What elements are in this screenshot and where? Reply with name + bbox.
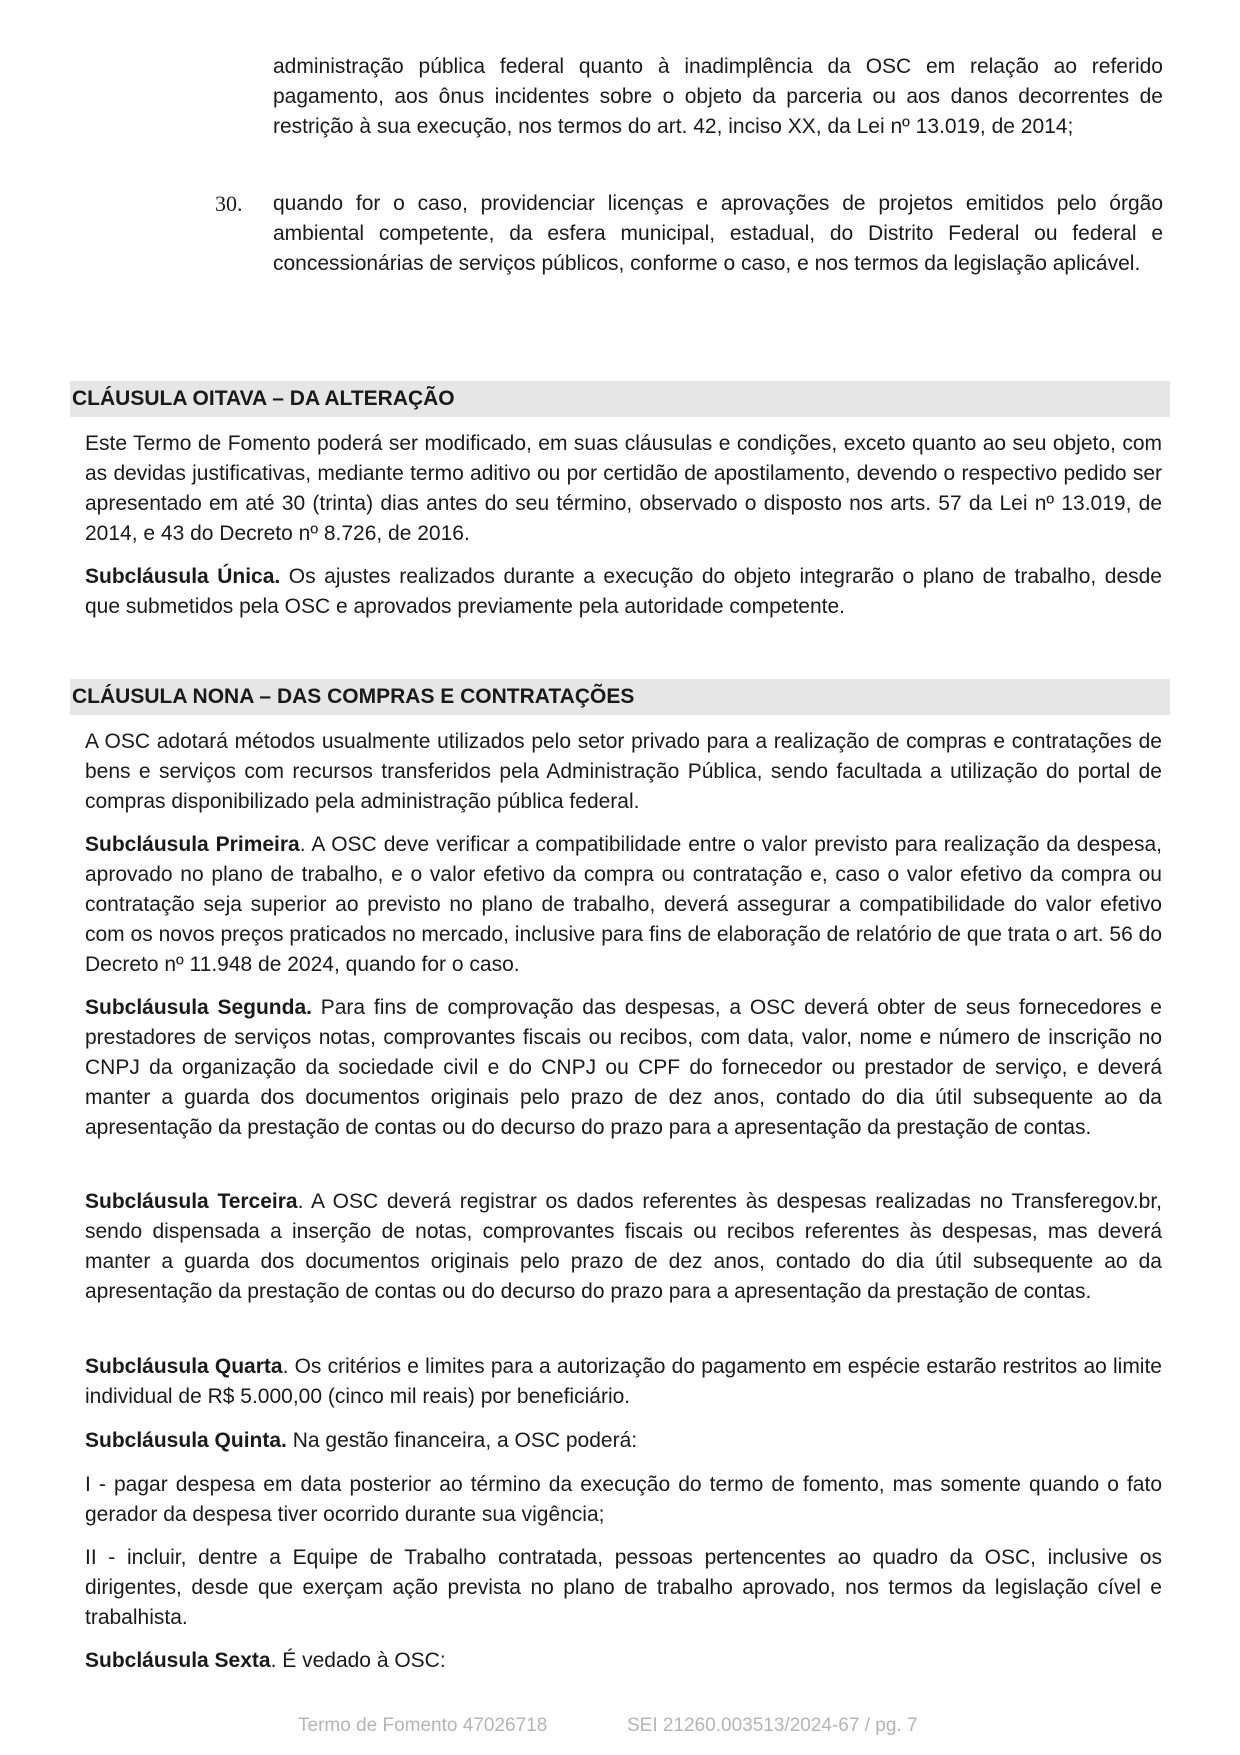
subclause-text: . A OSC deve verificar a compatibilidade entre o valor previsto para realização da despesa, aprovado no plano de trabalho, e o valor efetivo da compra ou contratação e, caso o valor efetivo da compra ou contratação seja superior ao previsto no plano de trabalho, deverá assegurar a compatibilidade do valor efetivo com os novos preços praticados no mercado, inclusive para fins de elaboração de relatório de que trata o art. 56 do Decreto nº 11.948 de 2024, quando for o caso. [85, 833, 1162, 976]
inciso-paragraph: II - incluir, dentre a Equipe de Trabalho contratada, pessoas pertencentes ao quadro da OSC, inclusive os dirigentes, desde que exerçam ação prevista no plano de trabalho aprovado, nos termos da legislação cível e trabalhista. [85, 1546, 1162, 1629]
subclause-paragraph [85, 1646, 1162, 1676]
subclause-label: Subcláusula Primeira [85, 833, 300, 856]
subclause-paragraph [85, 1352, 1162, 1412]
subclause-text: . É vedado à OSC: [270, 1649, 446, 1672]
subclause-paragraph [85, 562, 1162, 622]
subclause-paragraph [85, 830, 1162, 980]
item-paragraph: quando for o caso, providenciar licenças e aprovações de projetos emitidos pelo órgão ambiental competente, da esfera municipal, estadual, do Distrito Federal ou federal e concessionárias de serviços públicos, conforme o caso, e nos termos da legislação aplicável. [273, 192, 1163, 275]
subclause-paragraph [85, 1426, 1162, 1456]
clause-paragraph: A OSC adotará métodos usualmente utilizados pelo setor privado para a realização de compras e contratações de bens e serviços com recursos transferidos pela Administração Pública, sendo facultada a utilização do portal de compras disponibilizado pela administração pública federal. [85, 730, 1162, 813]
subclause-paragraph [85, 1187, 1162, 1307]
subclause-label: Subcláusula Quinta. [85, 1429, 287, 1452]
inciso-paragraph: I - pagar despesa em data posterior ao término da execução do termo de fomento, mas somente quando o fato gerador da despesa tiver ocorrido durante sua vigência; [85, 1473, 1162, 1526]
clause-paragraph: Este Termo de Fomento poderá ser modificado, em suas cláusulas e condições, exceto quanto ao seu objeto, com as devidas justificativas, mediante termo aditivo ou por certidão de apostilamento, devendo o respectivo pedido ser apresentado em até 30 (trinta) dias antes do seu término, observado o disposto nos arts. 57 da Lei nº 13.019, de 2014, e 43 do Decreto nº 8.726, de 2016. [85, 432, 1162, 545]
footer-sei-page: SEI 21260.003513/2024-67 / pg. 7 [627, 1715, 918, 1736]
clause-title: CLÁUSULA OITAVA – DA ALTERAÇÃO [72, 387, 455, 410]
subclause-label: Subcláusula Segunda. [85, 996, 312, 1019]
subclause-label: Subcláusula Única. [85, 565, 281, 588]
clause-header-oitava [70, 381, 1170, 417]
footer-document-id: Termo de Fomento 47026718 [298, 1715, 548, 1736]
subclause-text: Para fins de comprovação das despesas, a OSC deverá obter de seus fornecedores e prestadores de serviços notas, comprovantes fiscais ou recibos, com data, valor, nome e número de inscrição no CNPJ da organização da sociedade civil e do CNPJ ou CPF do fornecedor ou prestador de serviço, e deverá manter a guarda dos documentos originais pelo prazo de dez anos, contado do dia útil subsequente ao da apresentação da prestação de contas ou do decurso do prazo para a apresentação da prestação de contas. [85, 996, 1162, 1139]
clause-title: CLÁUSULA NONA – DAS COMPRAS E CONTRATAÇÕES [72, 685, 635, 708]
continuation-paragraph: administração pública federal quanto à inadimplência da OSC em relação ao referido pagamento, aos ônus incidentes sobre o objeto da parceria ou aos danos decorrentes de restrição à sua execução, nos termos do art. 42, inciso XX, da Lei nº 13.019, de 2014; [273, 55, 1163, 138]
subclause-text: . A OSC deverá registrar os dados referentes às despesas realizadas no Transferegov.br, sendo dispensada a inserção de notas, comprovantes fiscais ou recibos referentes às despesas, mas deverá manter a guarda dos documentos originais pelo prazo de dez anos, contado do dia útil subsequente ao da apresentação da prestação de contas ou do decurso do prazo para a apresentação da prestação de contas. [85, 1190, 1163, 1303]
subclause-paragraph [85, 993, 1162, 1143]
subclause-text: Na gestão financeira, a OSC poderá: [286, 1429, 638, 1452]
subclause-label: Subcláusula Terceira [85, 1190, 298, 1213]
subclause-text: . Os critérios e limites para a autorização do pagamento em espécie estarão restritos ao limite individual de R$ 5.000,00 (cinco mil reais) por beneficiário. [85, 1355, 1162, 1408]
subclause-label: Subcláusula Sexta [85, 1649, 271, 1672]
subclause-label: Subcláusula Quarta [85, 1355, 283, 1378]
subclause-text: Os ajustes realizados durante a execução do objeto integrarão o plano de trabalho, desde que submetidos pela OSC e aprovados previamente pela autoridade competente. [85, 565, 1162, 618]
item-number: 30. [215, 191, 243, 216]
clause-header-nona [70, 679, 1170, 715]
